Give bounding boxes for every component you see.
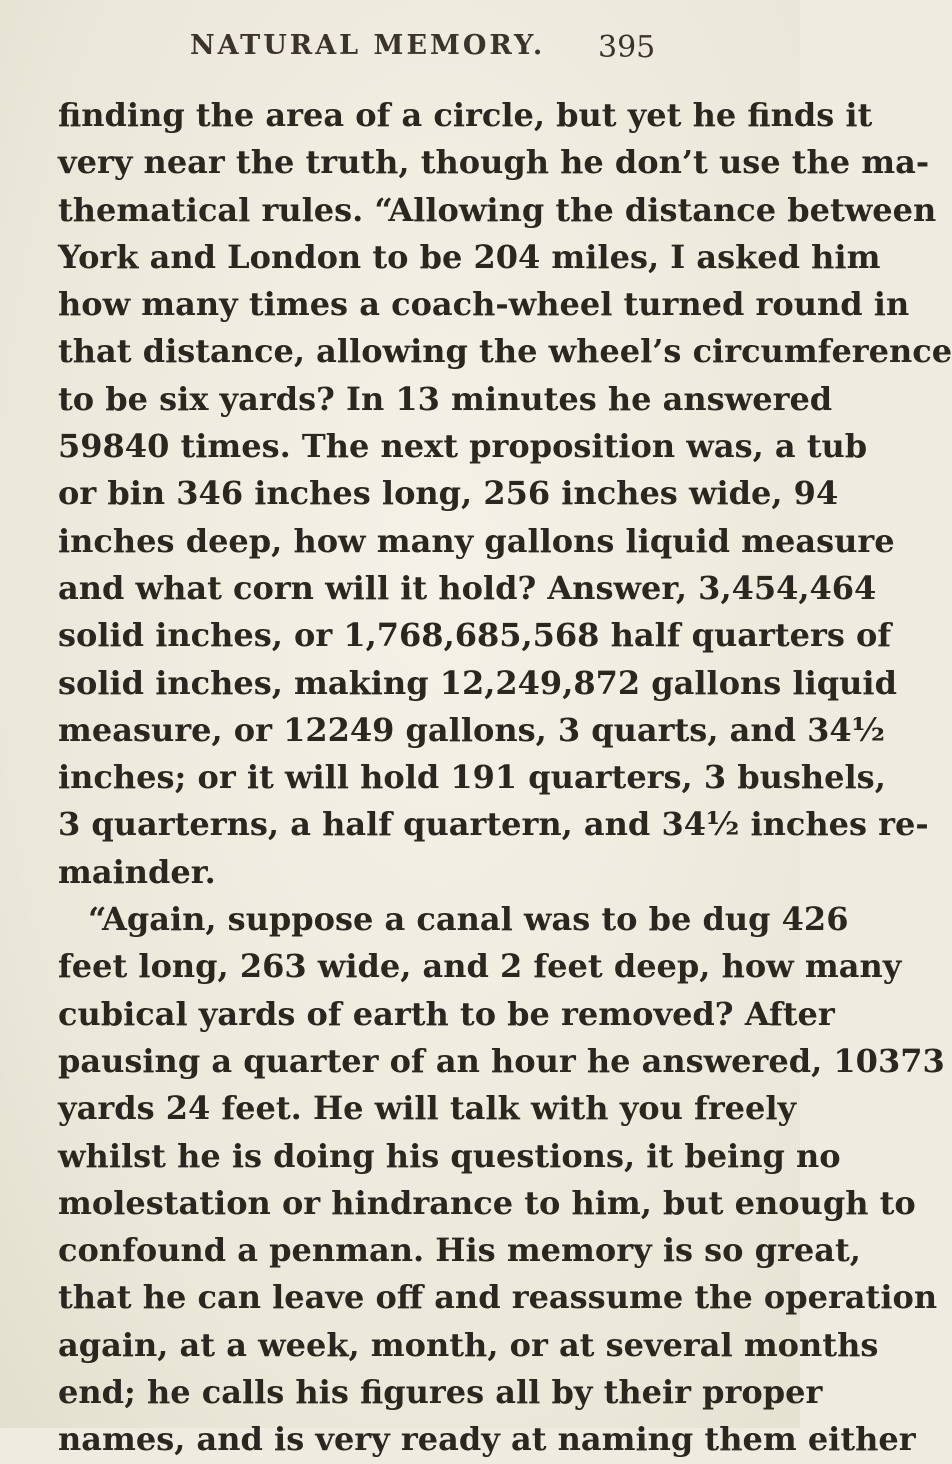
text-line: and what corn will it hold? Answer, 3,454,464 [58,568,877,607]
text-line: 59840 times. The next proposition was, a tub [58,427,868,466]
text-line: 3 quarterns, a half quartern, and 34½ inches re- [58,805,929,844]
text-line: whilst he is doing his questions, it being no [58,1136,841,1175]
text-line: yards 24 feet. He will talk with you freely [58,1089,797,1128]
text-line: finding the area of a circle, but yet he finds it [58,96,873,134]
text-line: again, at a week, month, or at several months [58,1325,879,1364]
text-line: molestation or hindrance to him, but enough to [58,1183,916,1222]
text-line: solid inches, or 1,768,685,568 half quarters of [58,616,892,655]
body-text [58,92,952,1464]
text-line: inches; or it will hold 191 quarters, 3 bushels, [58,758,886,797]
running-head: NATURAL MEMORY. [190,30,546,61]
text-line: measure, or 12249 gallons, 3 quarts, and 34½ [58,710,886,749]
text-line: mainder. [58,852,216,891]
text-line: solid inches, making 12,249,872 gallons liquid [58,663,897,702]
text-line: very near the truth, though he don’t use the ma- [58,143,930,182]
text-line: that he can leave off and reassume the operation [58,1278,938,1317]
text-line: or bin 346 inches long, 256 inches wide, 94 [58,474,839,513]
text-line: feet long, 263 wide, and 2 feet deep, how many [58,947,902,986]
text-line: inches deep, how many gallons liquid measure [58,521,895,560]
page-header [0,30,800,70]
text-line: confound a penman. His memory is so great, [58,1231,861,1270]
text-line: that distance, allowing the wheel’s circumference [58,332,952,371]
text-line: pausing a quarter of an hour he answered, 10373 [58,1041,945,1080]
text-line: York and London to be 204 miles, I asked him [58,237,881,276]
paragraph-first-line: “Again, suppose a canal was to be dug 426 [88,900,849,939]
text-line: cubical yards of earth to be removed? After [58,994,835,1033]
text-line: end; he calls his figures all by their proper [58,1373,823,1412]
text-line: to be six yards? In 13 minutes he answered [58,379,833,418]
text-line: thematical rules. “Allowing the distance between [58,190,937,229]
text-line: how many times a coach-wheel turned round in [58,285,910,324]
page-number: 395 [598,30,656,65]
text-line: names, and is very ready at naming them either [58,1420,916,1459]
